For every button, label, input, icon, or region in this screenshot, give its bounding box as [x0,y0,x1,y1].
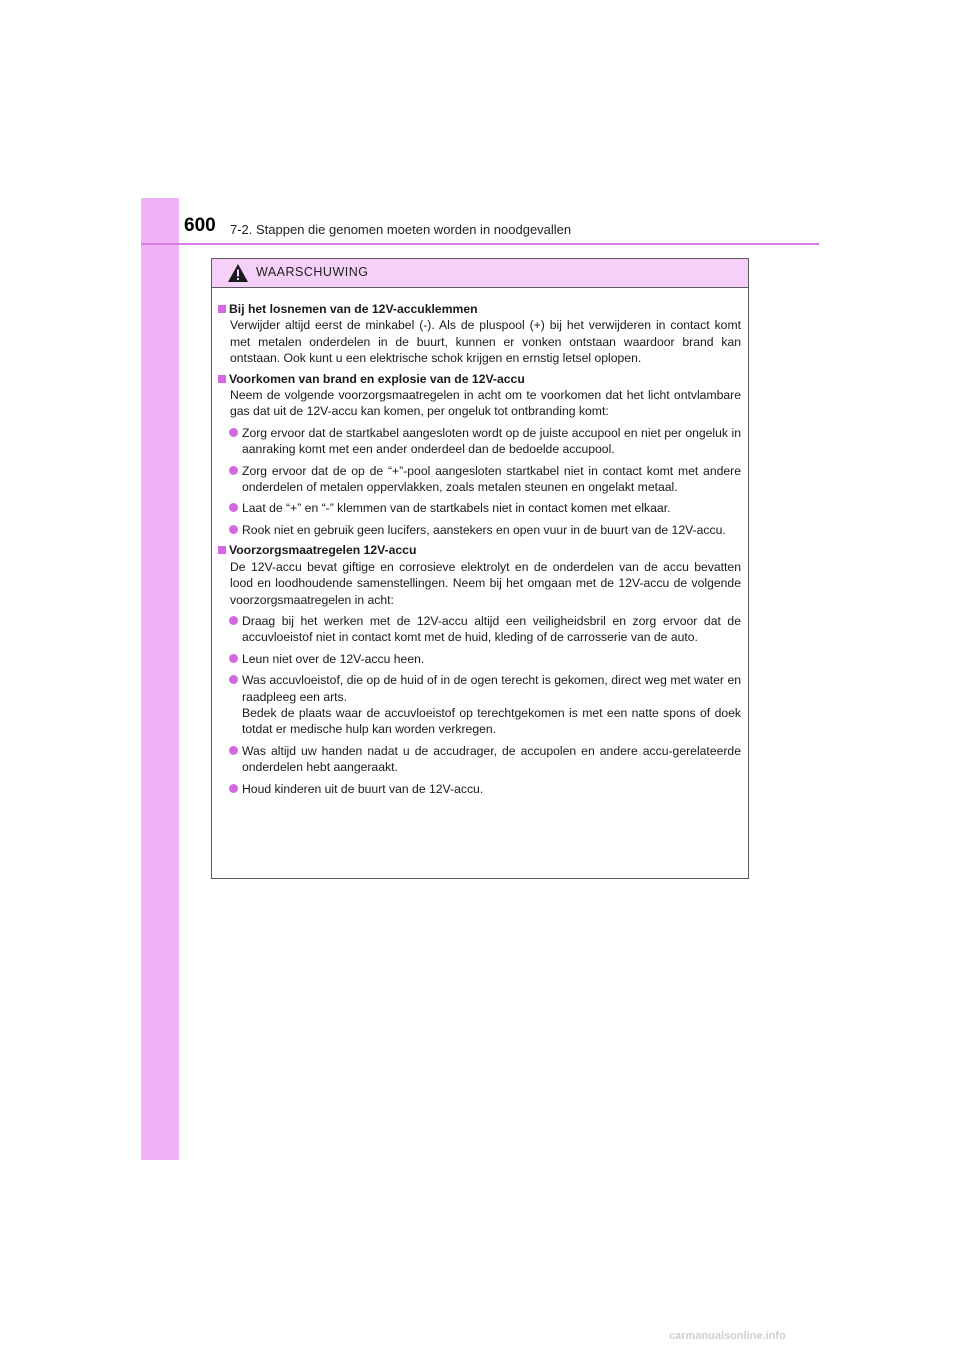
round-bullet-icon [229,616,238,625]
bullet-item [218,500,741,516]
round-bullet-icon [229,654,238,663]
warning-body [212,288,748,797]
bullet-item [218,463,741,496]
section-heading-text: Bij het losnemen van de 12V-accuklemmen [229,302,478,316]
bullet-text: Houd kinderen uit de buurt van de 12V-accu. [242,781,484,796]
section-heading [218,371,741,387]
warning-section [218,371,741,539]
warning-box [211,258,749,879]
bullet-item [218,425,741,458]
round-bullet-icon [229,428,238,437]
watermark: carmanualsonline.info [669,1330,786,1342]
round-bullet-icon [229,675,238,684]
bullet-item [218,672,741,738]
section-heading [218,301,741,317]
square-bullet-icon [218,305,226,313]
header-divider [141,243,819,245]
section-title: 7-2. Stappen die genomen moeten worden in noodgevallen [230,222,572,237]
bullet-item [218,781,741,797]
bullet-text: Rook niet en gebruik geen lucifers, aanstekers en open vuur in de buurt van de 12V-accu. [242,522,726,537]
bullet-item [218,651,741,667]
bullet-item [218,743,741,776]
page-number: 600 [184,215,216,236]
section-heading-text: Voorzorgsmaatregelen 12V-accu [229,543,417,558]
bullet-text: Leun niet over de 12V-accu heen. [242,651,425,666]
warning-section [218,301,741,367]
round-bullet-icon [229,466,238,475]
bullet-text: Laat de “+” en “-” klemmen van de startkabels niet in contact komen met elkaar. [242,501,671,516]
chapter-sidebar [141,198,179,1160]
round-bullet-icon [229,784,238,793]
warning-triangle-icon [227,263,249,283]
bullet-text: Draag bij het werken met de 12V-accu altijd een veiligheidsbril en zorg ervoor dat de accuvloeistof niet in contact komt met de huid, kleding of de carrosserie van de auto. [242,613,741,645]
round-bullet-icon [229,503,238,512]
section-text: De 12V-accu bevat giftige en corrosieve elektrolyt en de onderdelen van de accu bevatten lood en loodhoudende samenstellingen. Neem bij het omgaan met de 12V-accu de volgende voorzorgsmaatregelen in acht: [230,559,741,607]
bullet-text: Zorg ervoor dat de startkabel aangesloten wordt op de juiste accupool en niet per ongeluk in aanraking komt met een ander onderdeel dan de bedoelde accupool. [242,425,741,457]
bullet-text: Was altijd uw handen nadat u de accudrager, de accupolen en andere accu-gerelateerde onderdelen hebt aangeraakt. [242,743,741,775]
round-bullet-icon [229,746,238,755]
warning-header [212,259,748,288]
section-heading [218,542,741,558]
section-text: Verwijder altijd eerst de minkabel (-). Als de pluspool (+) bij het verwijderen in contact komt met metalen onderdelen in de buurt, kunnen er vonken ontstaan waardoor brand kan ontstaan. Ook kunt u een elektrische schok krijgen en ernstig letsel oplopen. [230,318,741,366]
bullet-item [218,613,741,646]
warning-section [218,542,741,797]
section-text: Neem de volgende voorzorgsmaatregelen in acht om te voorkomen dat het licht ontvlambare gas dat uit de 12V-accu kan komen, per ongeluk tot ontbranding komt: [230,388,741,419]
warning-title: WAARSCHUWING [256,265,369,279]
bullet-item [218,522,741,538]
round-bullet-icon [229,525,238,534]
bullet-text: Zorg ervoor dat de op de “+”-pool aangesloten startkabel niet in contact komt met andere onderdelen of metalen oppervlakken, zoals metalen steunen en ongelakt metaal. [242,463,741,495]
square-bullet-icon [218,546,226,554]
square-bullet-icon [218,375,226,383]
bullet-text: Was accuvloeistof, die op de huid of in de ogen terecht is gekomen, direct weg met water en raadpleeg een arts. Bedek de plaats waar de accuvloeistof op terechtgekomen is met een natte spons of doek totdat er medische hulp kan worden verkregen. [242,673,741,737]
section-heading-text: Voorkomen van brand en explosie van de 12V-accu [229,371,525,386]
